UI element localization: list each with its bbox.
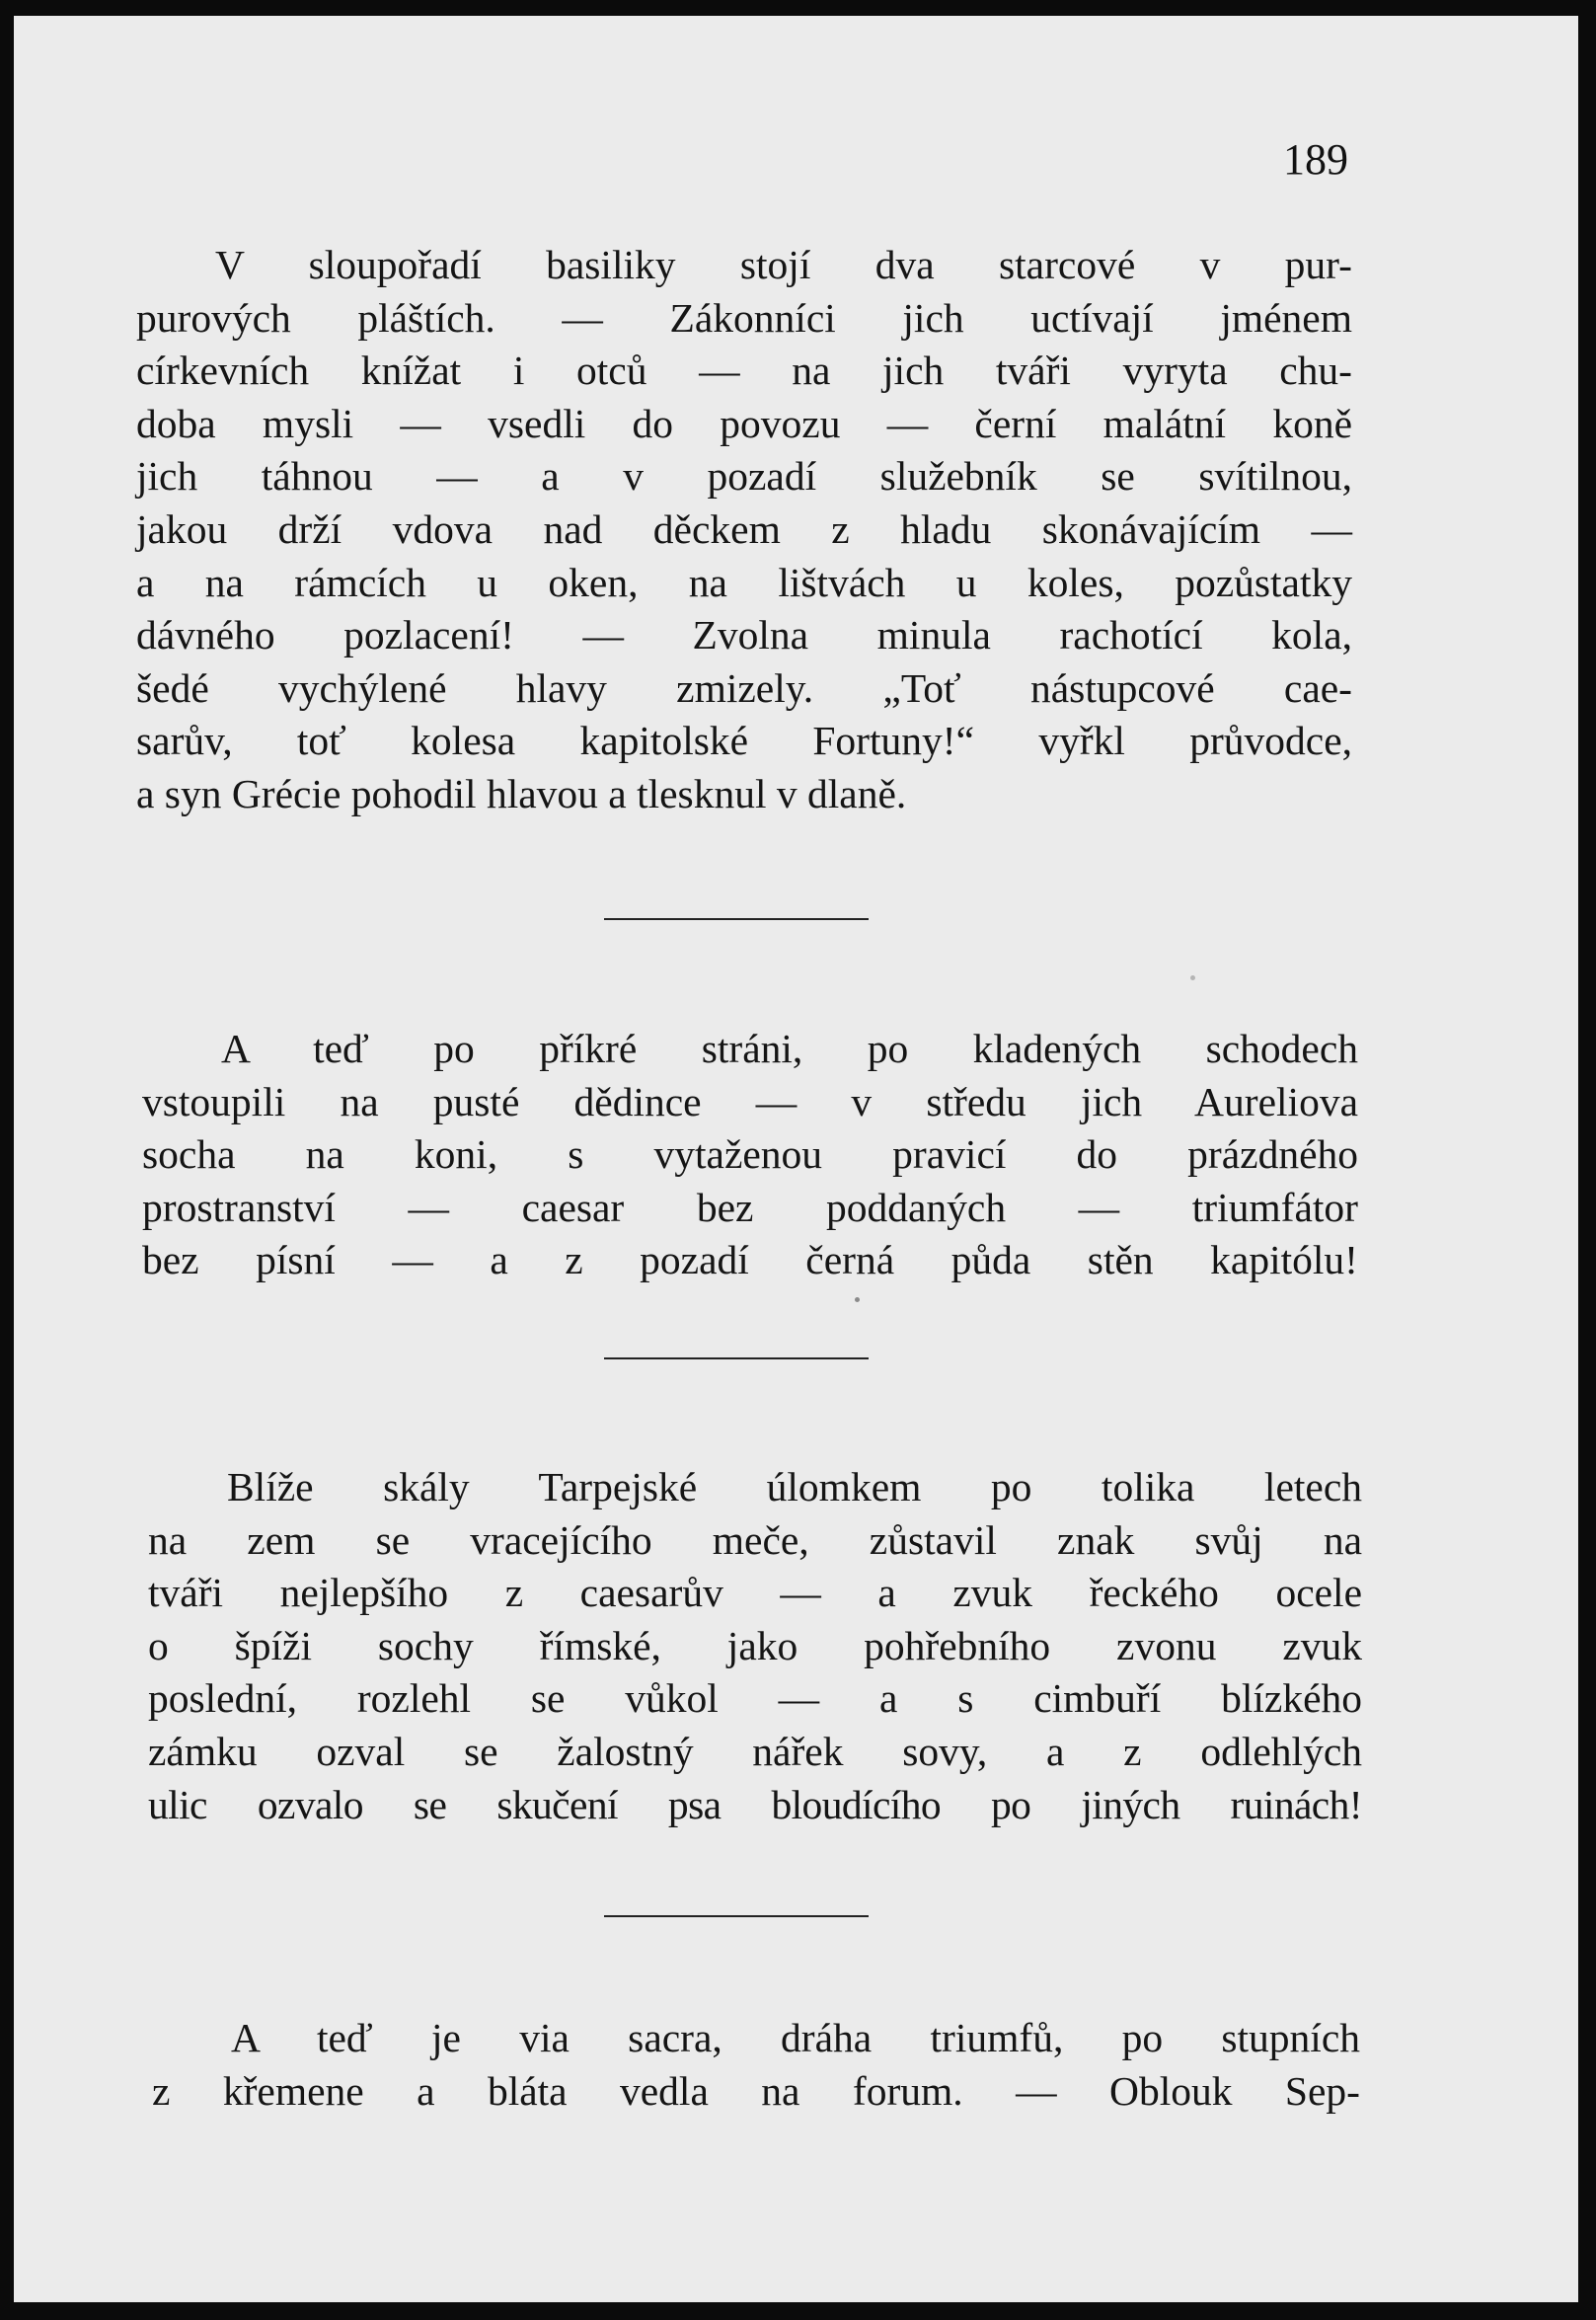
text-line: církevních knížat i otců — na jich tváři vyryta chu- — [136, 348, 1352, 394]
paragraph-3 — [148, 1461, 1362, 1831]
text-line: Blíže skály Tarpejské úlomkem po tolika letech — [227, 1464, 1362, 1509]
section-divider — [604, 918, 869, 920]
text-line: sarův, toť kolesa kapitolské Fortuny!“ vyřkl průvodce, — [136, 718, 1352, 764]
text-line: A teď je via sacra, dráha triumfů, po stupních — [231, 2015, 1360, 2060]
text-line: jich táhnou — a v pozadí služebník se svítilnou, — [136, 453, 1352, 500]
text-line: socha na koni, s vytaženou pravicí do prázdného — [142, 1131, 1358, 1178]
text-line: vstoupili na pusté dědince — v středu jich Aureliova — [142, 1078, 1358, 1124]
page-number: 189 — [1283, 135, 1348, 184]
text-line: jakou drží vdova nad děckem z hladu skonávajícím — — [136, 505, 1352, 552]
text-line: tváři nejlepšího z caesarův — a zvuk řeckého ocele — [148, 1570, 1362, 1616]
paper-speck — [855, 1297, 860, 1302]
text-line: A teď po příkré stráni, po kladených schodech — [221, 1026, 1358, 1071]
section-divider — [604, 1357, 869, 1359]
paragraph-1 — [136, 239, 1352, 821]
text-line: bez písní — a z pozadí černá půda stěn kapitólu! — [142, 1237, 1358, 1283]
text-line: prostranství — caesar bez poddaných — triumfátor — [142, 1184, 1358, 1230]
paper-speck — [1190, 975, 1195, 980]
text-line: zámku ozval se žalostný nářek sovy, a z odlehlých — [148, 1728, 1362, 1774]
text-line: na zem se vracejícího meče, zůstavil znak svůj na — [148, 1516, 1362, 1563]
text-line: poslední, rozlehl se vůkol — a s cimbuří blízkého — [148, 1675, 1362, 1722]
book-page — [14, 16, 1578, 2302]
section-divider — [604, 1915, 869, 1917]
paragraph-4 — [152, 2012, 1360, 2118]
text-line: a na rámcích u oken, na lištvách u koles, pozůstatky — [136, 559, 1352, 605]
text-line: V sloupořadí basiliky stojí dva starcové v pur- — [215, 242, 1352, 287]
text-line: a syn Grécie pohodil hlavou a tlesknul v dlaně. — [136, 770, 907, 816]
text-line: doba mysli — vsedli do povozu — černí malátní koně — [136, 400, 1352, 446]
text-line: dávného pozlacení! — Zvolna minula rachotící kola, — [136, 612, 1352, 658]
text-line: šedé vychýlené hlavy zmizely. „Toť nástupcové cae- — [136, 664, 1352, 711]
text-line: ulic ozvalo se skučení psa bloudícího po jiných ruinách! — [148, 1781, 1362, 1827]
paragraph-2 — [142, 1023, 1358, 1287]
text-line: z křemene a bláta vedla na forum. — Oblouk Sep- — [152, 2067, 1360, 2114]
text-line: o špíži sochy římské, jako pohřebního zvonu zvuk — [148, 1622, 1362, 1668]
text-line: purových pláštích. — Zákonníci jich uctívají jménem — [136, 294, 1352, 341]
